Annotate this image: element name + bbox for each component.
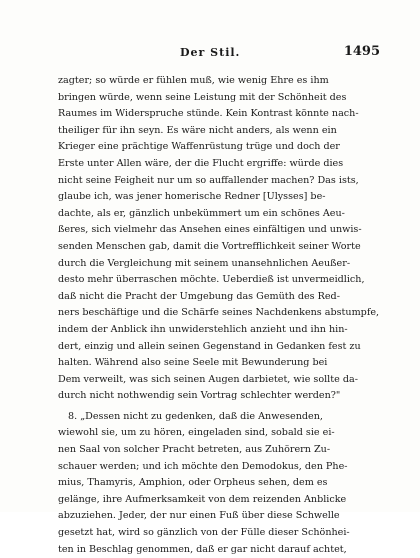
- text-line: durch die Vergleichung mit seinem unansehnlichen Aeußer-: [58, 257, 351, 269]
- text-line: mius, Thamyris, Amphion, oder Orpheus sehen, dem es: [58, 477, 328, 489]
- text-line: abzuziehen. Jeder, der nur einen Fuß über diese Schwelle: [58, 510, 340, 522]
- text-line: schauer werden; und ich möchte den Demodokus, den Phe-: [58, 460, 348, 472]
- text-line: glaube ich, was jener homerische Redner [Ulysses] be-: [58, 191, 326, 203]
- paragraph-1: [58, 73, 384, 405]
- text-line: ners beschäftige und die Schärfe seines Nachdenkens abstumpfe,: [58, 307, 380, 319]
- text-line: 8. „Dessen nicht zu gedenken, daß die Anwesenden,: [68, 410, 323, 422]
- text-line: indem der Anblick ihn unwiderstehlich anzieht und ihn hin-: [58, 323, 348, 335]
- text-line: senden Menschen gab, damit die Vortrefflichkeit seiner Worte: [58, 240, 361, 252]
- page-number: 1495: [343, 44, 380, 59]
- text-line: Dem verweilt, was sich seinen Augen darbietet, wie sollte da-: [58, 373, 358, 385]
- text-line: gesetzt hat, wird so gänzlich von der Fülle dieser Schönhei-: [58, 527, 350, 539]
- text-line: wiewohl sie, um zu hören, eingeladen sind, sobald sie ei-: [58, 427, 335, 439]
- text-line: zagter; so würde er fühlen muß, wie wenig Ehre es ihm: [58, 75, 329, 86]
- text-line: theiliger für ihn seyn. Es wäre nicht anders, als wenn ein: [58, 124, 337, 136]
- text-line: gelänge, ihre Aufmerksamkeit von dem reizenden Anblicke: [58, 493, 347, 505]
- text-line: dert, einzig und allein seinen Gegenstand in Gedanken fest zu: [58, 340, 361, 352]
- body-text: [58, 73, 384, 558]
- text-line: nen Saal von solcher Pracht betreten, aus Zuhörern Zu-: [58, 444, 331, 456]
- text-line: Raumes im Widerspruche stünde. Kein Kontrast könnte nach-: [58, 108, 359, 120]
- text-line: ßeres, sich vielmehr das Ansehen eines einfältigen und unwis-: [58, 224, 362, 236]
- text-line: bringen würde, wenn seine Leistung mit der Schönheit des: [58, 91, 347, 103]
- text-line: ten in Beschlag genommen, daß er gar nicht darauf achtet,: [58, 543, 347, 555]
- running-head-title: Der Stil.: [180, 46, 241, 59]
- paragraph-2: [58, 409, 384, 558]
- text-line: halten. Während also seine Seele mit Bewunderung bei: [58, 357, 328, 369]
- text-line: Erste unter Allen wäre, der die Flucht ergriffe: würde dies: [58, 157, 344, 169]
- text-line: desto mehr überraschen möchte. Ueberdieß ist unvermeidlich,: [58, 274, 365, 286]
- text-line: daß nicht die Pracht der Umgebung das Gemüth des Red-: [58, 290, 340, 302]
- text-line: dachte, als er, gänzlich unbekümmert um ein schönes Aeu-: [58, 207, 345, 219]
- text-line: Krieger eine prächtige Waffenrüstung trüge und doch der: [58, 141, 340, 153]
- text-line: durch nicht nothwendig sein Vortrag schlechter werden?": [58, 390, 341, 402]
- text-line: nicht seine Feigheit nur um so auffallender machen? Das ists,: [58, 174, 359, 186]
- running-head: [60, 46, 380, 62]
